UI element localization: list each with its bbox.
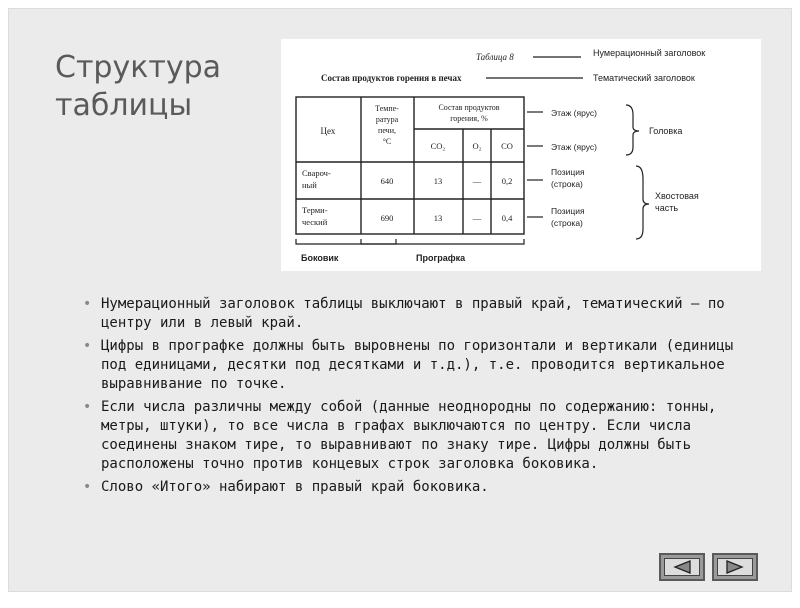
row-2-co2: 13 [433, 213, 443, 223]
col-header-temp-2: ратура [375, 115, 399, 124]
stub-annotation: Боковик [301, 253, 339, 263]
row-2-name-1: Терми- [302, 205, 328, 215]
col-header-temp-1: Темпе- [375, 104, 399, 113]
left-triangle-icon [672, 560, 692, 574]
bullet-item: • Слово «Итого» набирают в правый край боковика. [79, 478, 739, 497]
col-header-temp-3: печи, [378, 126, 396, 135]
next-slide-button-face [717, 558, 753, 576]
table-structure-figure [281, 39, 761, 271]
slide-title-line-1: Структура [55, 50, 221, 85]
row-2-temp: 690 [380, 213, 394, 223]
slide-title [55, 49, 221, 125]
bullet-item: • Нумерационный заголовок таблицы выключают в правый край, тематический — по центру или в левый край. [79, 295, 739, 333]
annotation-lines [296, 105, 649, 244]
bullet-item: • Цифры в прографке должны быть выровнены по горизонтали и вертикали (единицы под единицами, десятки под десятками и т.д.), т.е. проводится вертикальное выравнивание по точке. [79, 337, 739, 394]
subheader-co: CO [501, 141, 513, 151]
subheader-o2: O₂ [472, 141, 482, 151]
table-caption: Состав продуктов горения в печах [321, 73, 462, 83]
row-2-co: 0,4 [501, 213, 513, 223]
tail-annotation-2: часть [655, 203, 679, 213]
thematic-header-annotation: Тематический заголовок [593, 73, 695, 83]
tier-annotation-2: Этаж (ярус) [551, 142, 597, 152]
row-2-o2: — [472, 213, 482, 223]
table-number-label: Таблица 8 [476, 52, 514, 62]
row-1-co2: 13 [433, 176, 443, 186]
numbering-header-annotation: Нумерационный заголовок [593, 48, 706, 58]
slide-title-line-2: таблицы [55, 88, 193, 123]
right-triangle-icon [725, 560, 745, 574]
row-1-temp: 640 [380, 176, 394, 186]
tier-annotation-1: Этаж (ярус) [551, 108, 597, 118]
previous-slide-button[interactable] [659, 553, 705, 581]
col-header-composition-2: горения, % [450, 114, 488, 123]
row-1-name-1: Свароч- [302, 168, 331, 178]
table-frame [296, 97, 524, 234]
bullet-list [79, 295, 739, 501]
subheader-co2: CO₂ [430, 141, 446, 151]
position-annotation-1-b: (строка) [551, 179, 583, 189]
position-annotation-2-a: Позиция [551, 206, 585, 216]
previous-slide-button-face [664, 558, 700, 576]
row-2-name-2: ческий [302, 217, 328, 227]
col-header-temp-4: °С [382, 137, 392, 146]
col-header-shop: Цех [320, 126, 336, 136]
position-annotation-1-a: Позиция [551, 167, 585, 177]
head-annotation: Головка [649, 126, 683, 136]
body-annotation: Прографка [416, 253, 466, 263]
row-1-o2: — [472, 176, 482, 186]
next-slide-button[interactable] [712, 553, 758, 581]
position-annotation-2-b: (строка) [551, 218, 583, 228]
row-1-co: 0,2 [501, 176, 513, 186]
row-1-name-2: ный [302, 180, 317, 190]
tail-annotation-1: Хвостовая [655, 191, 699, 201]
bullet-item: • Если числа различны между собой (данные неоднородны по содержанию: тонны, метры, штуки), то все числа в графах выключаются по центру. Если числа соединены знаком тире, то выравнивают по знаку тире. Цифры должны быть расположены точно против концевых строк заголовка боковика. [79, 398, 739, 474]
slide [8, 8, 792, 592]
col-header-composition-1: Состав продуктов [438, 103, 500, 112]
